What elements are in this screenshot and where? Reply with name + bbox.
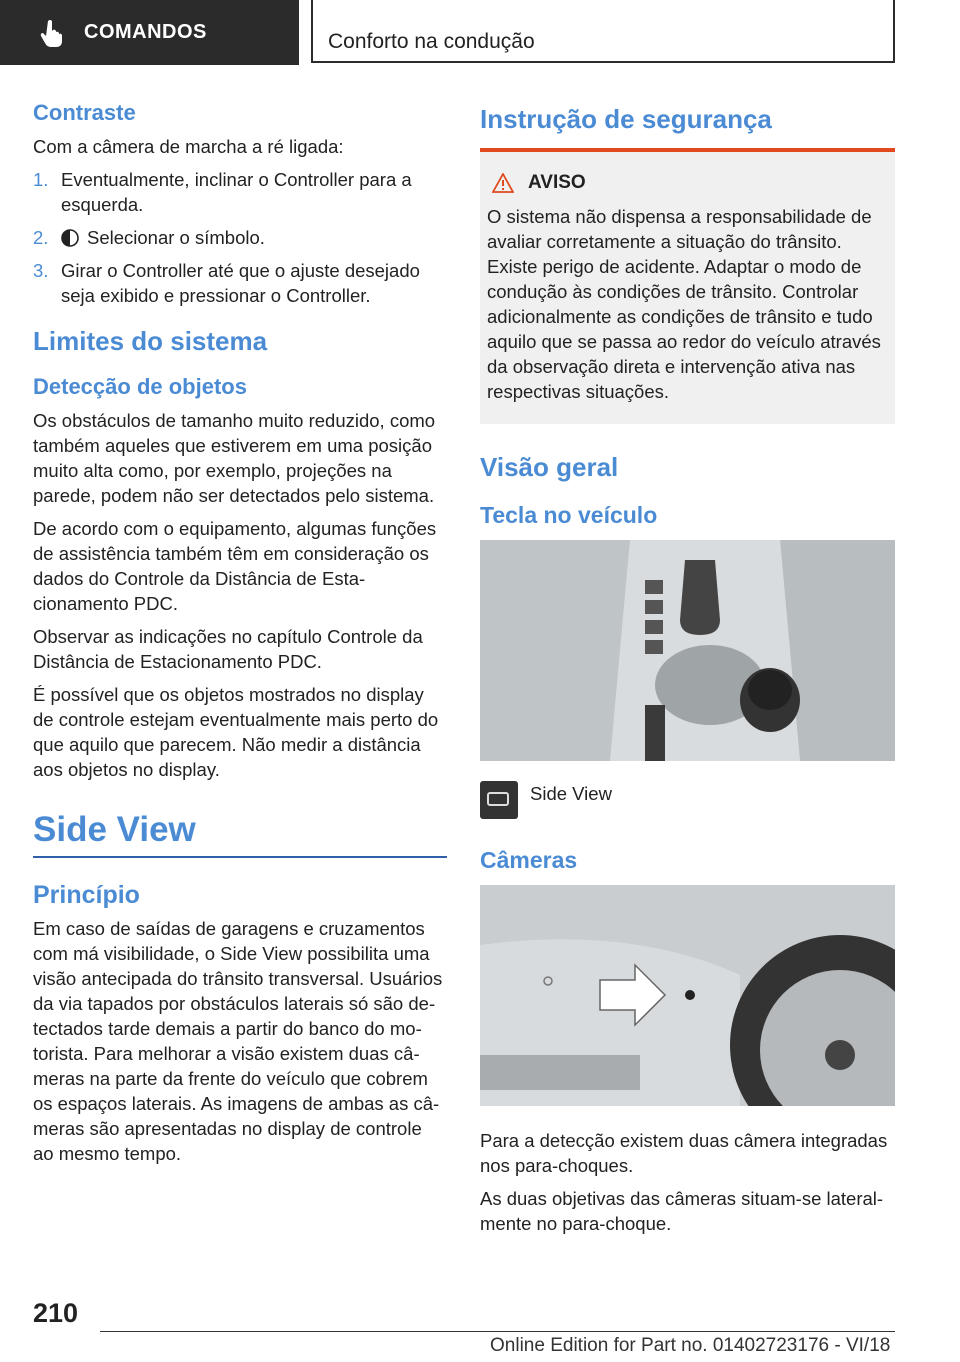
bumper-camera-image bbox=[480, 885, 895, 1106]
step-number: 3. bbox=[33, 260, 49, 281]
left-column bbox=[33, 98, 447, 1166]
principio-paragraph: Em caso de saídas de garagens e cruzamentos com má visibilidade, o Side View possibilita uma visão antecipada do trânsito transversal. Usuários da via tapados por obstáculos laterais só são detectados tarde demais a partir do banco do motorista. Para melhorar a visão existem duas câmeras na parte da frente do veículo que cobrem os espaços laterais. As imagens de ambas as câmeras são apresentadas no display de controle ao mesmo tempo. bbox=[33, 918, 443, 1164]
contraste-steps bbox=[33, 167, 447, 308]
bumper-camera-illustration bbox=[480, 885, 895, 1106]
warning-text: O sistema não dispensa a responsabilidade de avaliar corretamente a situação do trânsito. Existe perigo de acidente. Adaptar o modo de condução às condições de trânsito. Controlar adicionalmente as condições de trânsito e tudo aquilo que se passa ao redor do veículo através da observação direta e intervenção ativa nas respectivas situações. bbox=[487, 206, 881, 402]
step-text: Selecionar o símbolo. bbox=[87, 227, 265, 248]
contraste-intro: Com a câmera de marcha a ré ligada: bbox=[33, 136, 344, 157]
section-header bbox=[311, 0, 895, 63]
interior-console-image bbox=[480, 540, 895, 761]
side-view-key-icon bbox=[480, 781, 518, 819]
hand-pointer-icon bbox=[40, 19, 64, 47]
chapter-label: COMANDOS bbox=[84, 21, 207, 43]
step-item bbox=[33, 225, 447, 250]
side-view-button-label: Side View bbox=[530, 783, 612, 804]
principio-heading: Princípio bbox=[33, 881, 140, 909]
step-item bbox=[33, 167, 447, 217]
cameras-paragraph-2: As duas objetivas das câmeras situam-se lateralmente no para-choque. bbox=[480, 1188, 884, 1234]
step-text: Eventualmente, inclinar o Controller para a esquerda. bbox=[61, 169, 412, 215]
cameras-heading: Câmeras bbox=[480, 847, 578, 873]
deteccao-heading: Detecção de objetos bbox=[33, 374, 247, 399]
limites-heading: Limites do sistema bbox=[33, 326, 268, 356]
cameras-paragraph-1: Para a detecção existem duas câmera integradas nos para-choques. bbox=[480, 1130, 888, 1176]
right-column bbox=[480, 98, 895, 1236]
step-item bbox=[33, 258, 447, 308]
deteccao-paragraph-2: De acordo com o equipamento, algumas funções de assistência também têm em consideração os dados do Controle da Distância de Estacionamento PDC. bbox=[33, 518, 437, 614]
deteccao-paragraph-3: Observar as indicações no capítulo Controle da Distância de Estacionamento PDC. bbox=[33, 626, 423, 672]
heading-rule bbox=[33, 856, 447, 858]
interior-console-illustration bbox=[480, 540, 895, 761]
seguranca-heading: Instrução de segurança bbox=[480, 104, 772, 134]
chapter-tab bbox=[0, 0, 299, 65]
side-view-button-legend bbox=[480, 781, 895, 819]
sideview-heading: Side View bbox=[33, 810, 196, 849]
warning-box bbox=[480, 152, 895, 424]
warning-title-row bbox=[492, 172, 887, 194]
page-number: 210 bbox=[33, 1298, 79, 1328]
warning-label: AVISO bbox=[528, 172, 586, 193]
deteccao-paragraph-1: Os obstáculos de tamanho muito reduzido, como também aqueles que estiverem em uma posição muito alta como, por exemplo, projeções na parede, podem não ser detectados pelo sistema. bbox=[33, 410, 436, 506]
contraste-heading: Contraste bbox=[33, 100, 136, 125]
step-number: 2. bbox=[33, 227, 49, 248]
visao-heading: Visão geral bbox=[480, 452, 619, 482]
step-number: 1. bbox=[33, 169, 49, 190]
footer-rule bbox=[100, 1331, 895, 1332]
step-text: Girar o Controller até que o ajuste desejado seja exibido e pressionar o Controller. bbox=[61, 260, 420, 306]
edition-text: Online Edition for Part no. 01402723176 - VI/18 bbox=[490, 1335, 891, 1356]
contrast-icon bbox=[61, 229, 79, 247]
tecla-heading: Tecla no veículo bbox=[480, 502, 658, 528]
section-title: Conforto na condução bbox=[328, 30, 535, 53]
warning-triangle-icon bbox=[492, 173, 514, 193]
deteccao-paragraph-4: É possível que os objetos mostrados no display de controle estejam eventualmente mais perto do que aquilo que parecem. Não medir a distância aos objetos no display. bbox=[33, 684, 439, 780]
